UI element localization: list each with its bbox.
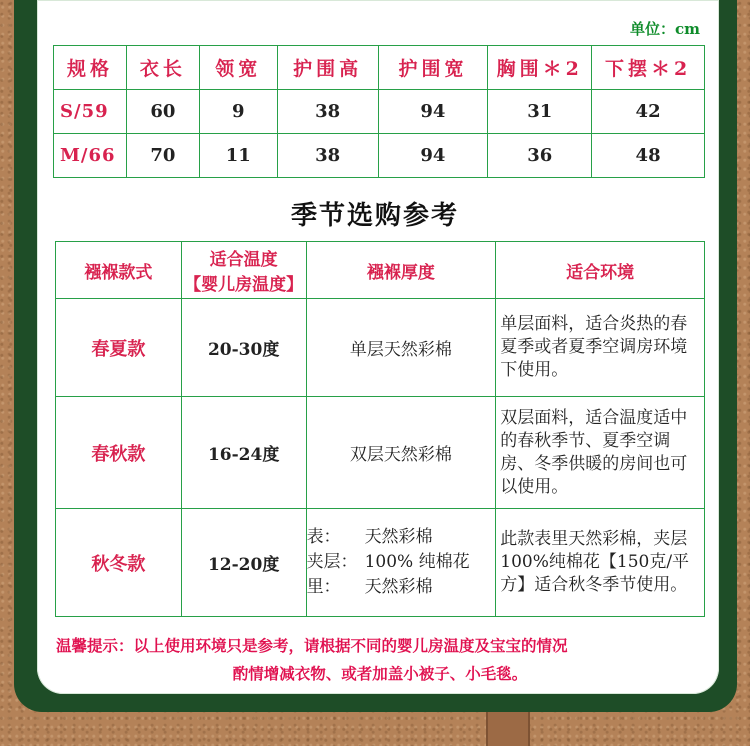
layer-line bbox=[307, 550, 496, 575]
table-cell: 48 bbox=[592, 134, 705, 178]
table-cell: 42 bbox=[592, 90, 705, 134]
table-cell: 31 bbox=[488, 90, 592, 134]
temp-header-line2: 【婴儿房温度】 bbox=[184, 275, 304, 295]
table-cell: 94 bbox=[378, 134, 488, 178]
header-cell bbox=[181, 242, 306, 299]
header-cell: 襁褓款式 bbox=[56, 242, 182, 299]
season-temp: 16-24度 bbox=[181, 397, 306, 509]
season-thickness: 单层天然彩棉 bbox=[306, 299, 496, 397]
header-cell: 护围高 bbox=[277, 46, 378, 90]
tips-line2: 酌情增减衣物、或者加盖小被子、小毛毯。 bbox=[232, 665, 528, 683]
unit-label: 单位：cm bbox=[629, 20, 700, 38]
header-cell: 衣长 bbox=[126, 46, 199, 90]
table-cell: 94 bbox=[378, 90, 488, 134]
table-row bbox=[54, 90, 705, 134]
header-cell: 领宽 bbox=[199, 46, 277, 90]
layer-line bbox=[307, 575, 496, 600]
season-temp: 20-30度 bbox=[181, 299, 306, 397]
table-row bbox=[56, 397, 705, 509]
size-table bbox=[53, 45, 705, 178]
table-cell: 11 bbox=[199, 134, 277, 178]
season-table bbox=[55, 241, 705, 617]
layer-value: 100% 纯棉花 bbox=[364, 552, 470, 572]
season-temp: 12-20度 bbox=[181, 509, 306, 617]
board-stand bbox=[486, 712, 530, 746]
layer-line bbox=[307, 525, 496, 550]
season-name: 秋冬款 bbox=[56, 509, 182, 617]
season-name: 春夏款 bbox=[56, 299, 182, 397]
header-cell: 下摆＊2 bbox=[592, 46, 705, 90]
table-cell: 38 bbox=[277, 134, 378, 178]
tips-line1: 温馨提示：以上使用环境只是参考，请根据不同的婴儿房温度及宝宝的情况 bbox=[56, 637, 568, 655]
temp-header-line1: 适合温度 bbox=[209, 250, 278, 270]
table-cell: 36 bbox=[488, 134, 592, 178]
header-cell: 适合环境 bbox=[496, 242, 705, 299]
season-thickness: 双层天然彩棉 bbox=[306, 397, 496, 509]
layer-label: 里： bbox=[306, 577, 341, 597]
season-layers bbox=[306, 509, 496, 617]
size-table-header bbox=[54, 46, 705, 90]
season-environment: 双层面料，适合温度适中的春秋季节、夏季空调房、冬季供暖的房间也可以使用。 bbox=[496, 397, 705, 509]
table-cell: 9 bbox=[199, 90, 277, 134]
section-title: 季节选购参考 bbox=[290, 201, 459, 231]
layer-value: 天然彩棉 bbox=[364, 527, 433, 547]
layer-value: 天然彩棉 bbox=[364, 577, 433, 597]
size-label: S/59 bbox=[54, 90, 127, 134]
season-table-header bbox=[56, 242, 705, 299]
season-environment: 单层面料，适合炎热的春夏季或者夏季空调房环境下使用。 bbox=[496, 299, 705, 397]
season-environment: 此款表里天然彩棉，夹层100%纯棉花【150克/平方】适合秋冬季节使用。 bbox=[496, 509, 705, 617]
table-cell: 70 bbox=[126, 134, 199, 178]
table-cell: 38 bbox=[277, 90, 378, 134]
layer-label: 表： bbox=[306, 527, 341, 547]
season-name: 春秋款 bbox=[56, 397, 182, 509]
table-row bbox=[56, 299, 705, 397]
header-cell: 胸围＊2 bbox=[488, 46, 592, 90]
table-row bbox=[54, 134, 705, 178]
table-cell: 60 bbox=[126, 90, 199, 134]
tips bbox=[50, 632, 710, 688]
layer-label: 夹层： bbox=[306, 552, 358, 572]
table-row bbox=[56, 509, 705, 617]
header-cell: 护围宽 bbox=[378, 46, 488, 90]
header-cell: 规格 bbox=[54, 46, 127, 90]
header-cell: 襁褓厚度 bbox=[306, 242, 496, 299]
size-label: M/66 bbox=[54, 134, 127, 178]
